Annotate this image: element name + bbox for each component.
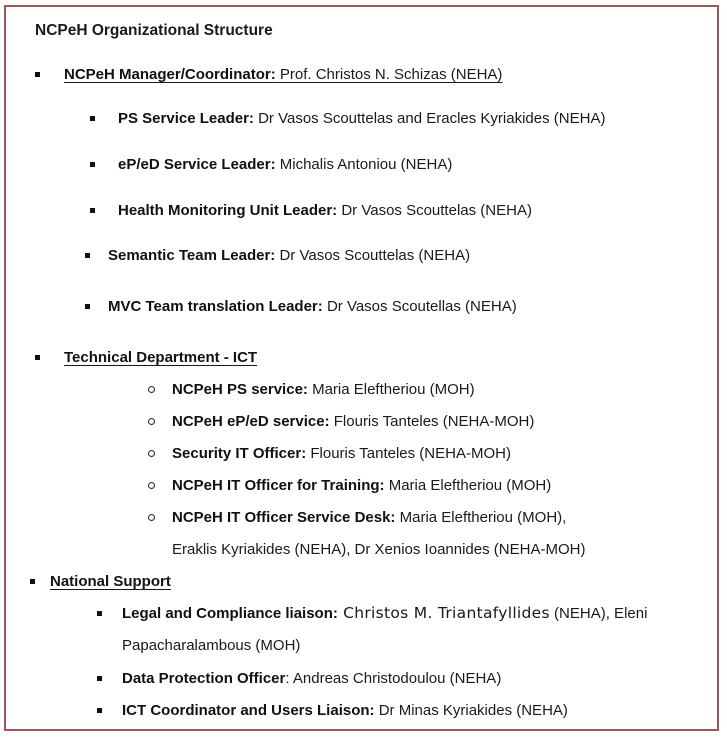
section-heading-text: National Support (50, 573, 171, 590)
list-item-health-monitoring-leader (90, 200, 532, 221)
square-bullet-icon (35, 355, 40, 360)
list-item-ncpeh-ps-service (148, 379, 475, 400)
list-item-continuation (172, 539, 585, 560)
list-item-semantic-team-leader (85, 245, 470, 266)
list-item-text: Security IT Officer: Flouris Tanteles (NEHA-MOH) (172, 445, 511, 462)
list-item-it-officer-training (148, 475, 551, 496)
list-item-text: NCPeH PS service: Maria Eleftheriou (MOH) (172, 381, 475, 398)
list-item-text: Semantic Team Leader: Dr Vasos Scouttelas (NEHA) (108, 247, 471, 264)
list-item-text: NCPeH IT Officer Service Desk: Maria Eleftheriou (MOH), (172, 509, 567, 526)
list-item-it-officer-service-desk (148, 507, 566, 528)
list-item-data-protection-officer (97, 668, 501, 689)
list-item-eped-service-leader (90, 154, 452, 175)
list-item-text: NCPeH Manager/Coordinator: Prof. Christos N. Schizas (NEHA) (64, 66, 503, 83)
square-bullet-icon (90, 208, 95, 213)
square-bullet-icon (97, 611, 102, 616)
square-bullet-icon (97, 708, 102, 713)
square-bullet-icon (35, 72, 40, 77)
list-item-text: MVC Team translation Leader: Dr Vasos Scoutellas (NEHA) (108, 298, 517, 315)
circle-bullet-icon (148, 418, 155, 425)
list-item-text: Papacharalambous (MOH) (122, 637, 301, 654)
section-heading-text: Technical Department - ICT (64, 349, 258, 366)
circle-bullet-icon (148, 482, 155, 489)
circle-bullet-icon (148, 386, 155, 393)
section-heading-national-support (30, 571, 171, 592)
square-bullet-icon (97, 676, 102, 681)
person-name-alt-font: Christos M. Triantafyllides (337, 604, 550, 622)
square-bullet-icon (90, 162, 95, 167)
list-item-text: Legal and Compliance liaison: Christos M. Triantafyllides (NEHA), Eleni (122, 604, 648, 622)
square-bullet-icon (85, 304, 90, 309)
list-item-text: ICT Coordinator and Users Liaison: Dr Minas Kyriakides (NEHA) (122, 702, 568, 719)
list-item-ps-service-leader (90, 108, 605, 129)
list-item-legal-compliance-liaison (97, 603, 647, 624)
list-item-text: PS Service Leader: Dr Vasos Scouttelas and Eracles Kyriakides (NEHA) (118, 110, 606, 127)
list-item-text: Data Protection Officer: Andreas Christodoulou (NEHA) (122, 670, 502, 687)
list-item-continuation (122, 635, 300, 656)
list-item-ncpeh-eped-service (148, 411, 534, 432)
list-item-text: Health Monitoring Unit Leader: Dr Vasos Scouttelas (NEHA) (118, 202, 532, 219)
square-bullet-icon (90, 116, 95, 121)
list-item-ict-coordinator-liaison (97, 700, 568, 721)
list-item-mvc-team-leader (85, 296, 517, 317)
list-item-security-it-officer (148, 443, 511, 464)
list-item-text: Eraklis Kyriakides (NEHA), Dr Xenios Ioannides (NEHA-MOH) (172, 541, 586, 558)
page-title: NCPeH Organizational Structure (35, 22, 273, 39)
circle-bullet-icon (148, 450, 155, 457)
square-bullet-icon (30, 579, 35, 584)
circle-bullet-icon (148, 514, 155, 521)
square-bullet-icon (85, 253, 90, 258)
list-item-text: NCPeH IT Officer for Training: Maria Eleftheriou (MOH) (172, 477, 552, 494)
list-item-manager-coordinator (35, 64, 502, 85)
list-item-text: eP/eD Service Leader: Michalis Antoniou (NEHA) (118, 156, 453, 173)
list-item-text: NCPeH eP/eD service: Flouris Tanteles (NEHA-MOH) (172, 413, 535, 430)
section-heading-technical-department (35, 347, 257, 368)
